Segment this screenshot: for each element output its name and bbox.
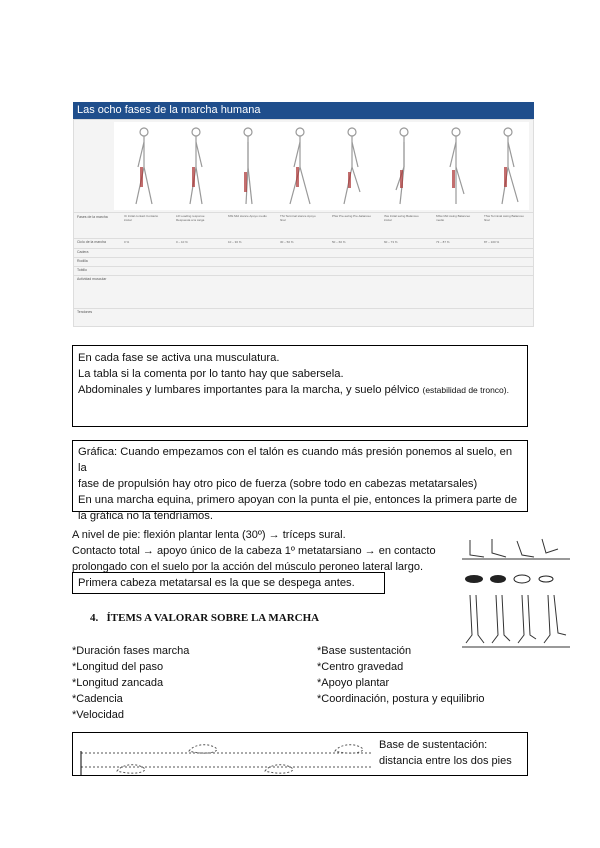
items-list-left xyxy=(72,643,312,723)
foot-illustrations xyxy=(462,535,572,653)
row-label: Actividad muscular xyxy=(77,277,107,281)
list-item: *Coordinación, postura y equilibrio xyxy=(317,693,485,705)
note-line: En cada fase se activa una musculatura. xyxy=(78,352,280,364)
items-list-right xyxy=(317,643,577,707)
table-cell: MSt Mid stance Apoyo medio xyxy=(228,214,267,218)
list-item: *Base sustentación xyxy=(317,645,412,657)
base-sustentation-box xyxy=(72,732,528,776)
list-item: *Longitud del paso xyxy=(72,661,164,673)
row-label: Fases de la marcha xyxy=(77,215,108,219)
table-cell: 0 – 10 % xyxy=(176,240,188,244)
row-label: Tendones xyxy=(77,310,93,314)
skeletons-image xyxy=(114,122,529,210)
note-line: la gráfica no la tendríamos. xyxy=(78,510,213,522)
table-cell: ISw Initial swing Balanceo inicial xyxy=(384,214,419,222)
note-line: fase de propulsión hay otro pico de fuerza (sobre todo en cabezas metatarsales) xyxy=(78,478,478,490)
table-cell: PSw Pre-swing Pre-balanceo xyxy=(332,214,372,218)
row-label: Ciclo de la marcha xyxy=(77,240,106,244)
note-line-aside: (estabilidad de tronco). xyxy=(422,385,509,395)
list-item: *Duración fases marcha xyxy=(72,645,190,657)
figure-title-bar xyxy=(73,102,534,119)
list-item: *Centro gravedad xyxy=(317,661,404,673)
list-item: *Apoyo plantar xyxy=(317,677,390,689)
list-item: *Cadencia xyxy=(72,693,123,705)
notes-box-muscles xyxy=(72,345,528,427)
note-line: La tabla si la comenta por lo tanto hay que sabersela. xyxy=(78,368,344,380)
skeleton-illustrations xyxy=(114,122,529,210)
table-cell: TSw Terminal swing Balanceo final xyxy=(484,214,524,222)
table-row xyxy=(74,212,533,235)
table-row xyxy=(74,308,533,329)
caption-line: distancia entre los dos pies xyxy=(379,755,512,767)
notes-box-graph xyxy=(72,440,528,522)
foot-paragraph xyxy=(72,527,462,575)
list-item: *Longitud zancada xyxy=(72,677,164,689)
note-line xyxy=(78,382,522,398)
section-number: 4. xyxy=(90,612,99,624)
table-cell: 50 – 60 % xyxy=(332,240,346,244)
base-caption xyxy=(379,737,512,769)
section-title: ÍTEMS A VALORAR SOBRE LA MARCHA xyxy=(106,612,320,624)
text-line: A nivel de pie: flexión plantar lenta (30º) → tríceps sural. xyxy=(72,529,346,541)
table-cell: 10 – 30 % xyxy=(228,240,242,244)
table-cell: TSt Terminal stance Apoyo final xyxy=(280,214,316,222)
row-label: Tobillo xyxy=(77,268,87,272)
table-row xyxy=(74,238,533,247)
figure-title: Las ocho fases de la marcha humana xyxy=(77,104,261,116)
table-row xyxy=(74,266,533,275)
caption-line: Base de sustentación: xyxy=(379,739,488,751)
table-cell: 30 – 50 % xyxy=(280,240,294,244)
note-line-main: Abdominales y lumbares importantes para la marcha, y suelo pélvico xyxy=(78,384,420,396)
note-box-metatarsal xyxy=(72,572,385,594)
gait-phases-figure xyxy=(73,119,534,327)
row-label: Rodilla xyxy=(77,259,88,263)
footprints-diagram xyxy=(77,737,377,775)
note-line: Gráfica: Cuando empezamos con el talón es cuando más presión ponemos al suelo, en la xyxy=(78,446,513,474)
table-cell: LR Loading response Respuesta a la carga xyxy=(176,214,205,222)
text-line: Contacto total → apoyo único de la cabeza 1º metatarsiano → en contacto xyxy=(72,545,436,557)
list-item: *Velocidad xyxy=(72,709,124,721)
table-row xyxy=(74,248,533,257)
table-cell: 0 % xyxy=(124,240,130,244)
table-cell: MSw Mid swing Balanceo medio xyxy=(436,214,471,222)
note-line: En una marcha equina, primero apoyan con la punta el pie, entonces la primera parte de xyxy=(78,494,518,506)
table-row xyxy=(74,275,533,306)
note-line: Primera cabeza metatarsal es la que se despega antes. xyxy=(78,577,355,589)
table-cell: 87 – 100 % xyxy=(484,240,500,244)
section-heading xyxy=(90,612,319,624)
table-cell: 73 – 87 % xyxy=(436,240,450,244)
table-cell: IC Initial contact Contacto inicial xyxy=(124,214,159,222)
table-row xyxy=(74,257,533,266)
table-cell: 60 – 73 % xyxy=(384,240,398,244)
text-line: prolongado con el suelo por la acción del músculo peroneo lateral largo. xyxy=(72,561,424,573)
row-label: Cadera xyxy=(77,250,89,254)
